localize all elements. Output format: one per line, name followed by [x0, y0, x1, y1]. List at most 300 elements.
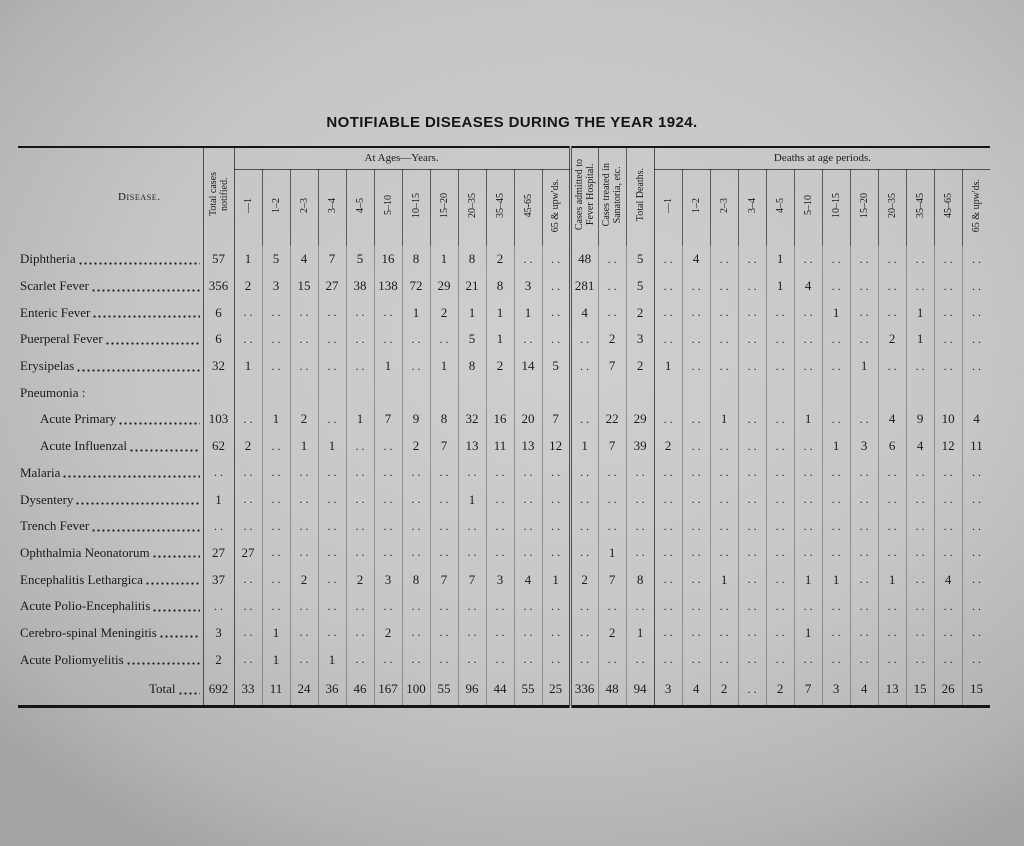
deaths-age-cell: .. — [850, 299, 878, 326]
deaths-age-cell: .. — [766, 433, 794, 460]
header-age-band — [514, 169, 542, 246]
cases-age-cell: .. — [234, 646, 262, 673]
deaths-age-cell: .. — [710, 353, 738, 380]
disease-label — [18, 406, 203, 433]
header-death-band — [878, 169, 906, 246]
deaths-age-cell: 2 — [654, 433, 682, 460]
deaths-age-cell: .. — [710, 273, 738, 300]
cases-age-cell: 7 — [430, 433, 458, 460]
deaths-age-cell: .. — [906, 486, 934, 513]
cases-age-cell: 1 — [486, 299, 514, 326]
header-age-band — [542, 169, 570, 246]
disease-cell — [18, 673, 203, 707]
deaths-age-cell: .. — [962, 566, 990, 593]
cases-age-cell — [262, 379, 290, 406]
cases-age-cell — [318, 379, 346, 406]
deaths-age-cell: 1 — [822, 433, 850, 460]
dot-leader — [105, 342, 200, 345]
cases-age-cell: 1 — [514, 299, 542, 326]
header-death-band — [934, 169, 962, 246]
cases-age-cell: .. — [290, 486, 318, 513]
fever-hospital-cell — [570, 379, 598, 406]
deaths-age-cell: 1 — [766, 246, 794, 273]
deaths-age-cell: .. — [654, 540, 682, 567]
sanatoria-cell: .. — [598, 513, 626, 540]
header-age-band — [290, 169, 318, 246]
cases-age-cell: .. — [346, 353, 374, 380]
deaths-age-cell: 1 — [906, 326, 934, 353]
dot-leader — [92, 315, 199, 318]
header-age-band — [486, 169, 514, 246]
deaths-age-cell: .. — [738, 353, 766, 380]
cases-age-cell: .. — [290, 460, 318, 487]
deaths-age-cell: .. — [934, 513, 962, 540]
deaths-age-cell — [794, 379, 822, 406]
total-deaths-cell: 29 — [626, 406, 654, 433]
cases-age-cell: 2 — [290, 406, 318, 433]
header-death-band — [738, 169, 766, 246]
deaths-age-cell: 1 — [850, 353, 878, 380]
header-age-band — [430, 169, 458, 246]
cases-age-cell: .. — [430, 326, 458, 353]
fever-hospital-cell: .. — [570, 540, 598, 567]
deaths-age-cell: 3 — [850, 433, 878, 460]
cases-age-cell: .. — [346, 620, 374, 647]
dot-leader — [178, 692, 200, 695]
header-sanatoria-line: Sanatoria, etc. — [612, 166, 624, 223]
deaths-age-cell: .. — [822, 326, 850, 353]
cases-age-cell: .. — [430, 460, 458, 487]
deaths-age-cell: .. — [682, 646, 710, 673]
cases-age-cell: .. — [514, 593, 542, 620]
deaths-age-cell: .. — [878, 273, 906, 300]
sanatoria-cell: .. — [598, 486, 626, 513]
total-deaths-cell: 94 — [626, 673, 654, 707]
deaths-age-cell: .. — [766, 566, 794, 593]
sanatoria-cell: .. — [598, 646, 626, 673]
deaths-age-cell: 1 — [822, 299, 850, 326]
deaths-age-cell: .. — [906, 540, 934, 567]
deaths-age-cell: 4 — [682, 246, 710, 273]
deaths-age-cell: .. — [878, 513, 906, 540]
cases-age-cell: .. — [318, 326, 346, 353]
fever-hospital-cell: .. — [570, 646, 598, 673]
cases-age-cell: 2 — [234, 433, 262, 460]
dot-leader — [78, 262, 200, 265]
age-band-label: 5–10 — [382, 195, 394, 216]
fever-hospital-cell: .. — [570, 353, 598, 380]
cases-age-cell: .. — [486, 486, 514, 513]
cases-age-cell: .. — [318, 299, 346, 326]
cases-age-cell: 2 — [290, 566, 318, 593]
deaths-age-cell: .. — [934, 620, 962, 647]
deaths-age-cell: .. — [878, 620, 906, 647]
dot-leader — [91, 529, 199, 532]
cases-age-cell: 7 — [374, 406, 402, 433]
table-row — [18, 353, 990, 380]
cases-age-cell: .. — [374, 513, 402, 540]
disease-cell — [18, 246, 203, 273]
disease-cell — [18, 326, 203, 353]
deaths-age-cell: .. — [766, 460, 794, 487]
deaths-age-cell: 10 — [934, 406, 962, 433]
deaths-age-cell: .. — [766, 620, 794, 647]
deaths-age-cell: 1 — [654, 353, 682, 380]
sanatoria-cell — [598, 379, 626, 406]
deaths-age-cell: .. — [738, 486, 766, 513]
cases-age-cell: 5 — [346, 246, 374, 273]
cases-age-cell: 1 — [318, 646, 346, 673]
cases-age-cell: .. — [346, 646, 374, 673]
cases-age-cell: .. — [374, 646, 402, 673]
disease-name: Trench Fever — [20, 518, 90, 534]
header-fever-hospital — [570, 147, 598, 246]
cases-age-cell: 46 — [346, 673, 374, 707]
age-band-label: 35–45 — [494, 192, 506, 218]
age-band-label: —1 — [242, 197, 254, 213]
deaths-age-cell: 15 — [962, 673, 990, 707]
cases-age-cell: .. — [486, 646, 514, 673]
deaths-age-cell: .. — [766, 299, 794, 326]
cases-age-cell: 55 — [514, 673, 542, 707]
deaths-age-cell: .. — [934, 299, 962, 326]
deaths-age-cell: .. — [766, 593, 794, 620]
disease-cell — [18, 379, 203, 406]
deaths-age-cell: .. — [682, 460, 710, 487]
header-disease-label: Disease. — [118, 191, 161, 203]
cases-age-cell: .. — [374, 593, 402, 620]
disease-name: Scarlet Fever — [20, 278, 89, 294]
cases-age-cell: .. — [458, 513, 486, 540]
cases-age-cell: .. — [346, 540, 374, 567]
deaths-age-cell: .. — [962, 246, 990, 273]
header-total-deaths — [626, 147, 654, 246]
cases-age-cell: .. — [430, 620, 458, 647]
deaths-age-cell: .. — [766, 513, 794, 540]
table-row — [18, 620, 990, 647]
total-deaths-cell: 8 — [626, 566, 654, 593]
deaths-age-cell: .. — [962, 273, 990, 300]
deaths-age-cell: .. — [682, 353, 710, 380]
deaths-age-cell: .. — [654, 566, 682, 593]
deaths-age-cell: .. — [682, 513, 710, 540]
cases-age-cell: .. — [430, 646, 458, 673]
deaths-age-cell: .. — [906, 620, 934, 647]
deaths-age-cell: .. — [682, 486, 710, 513]
total-deaths-cell: .. — [626, 540, 654, 567]
cases-total-cell: 62 — [203, 433, 234, 460]
cases-age-cell: .. — [262, 460, 290, 487]
disease-label — [18, 540, 203, 567]
cases-age-cell: 1 — [262, 646, 290, 673]
fever-hospital-cell: .. — [570, 486, 598, 513]
deaths-age-cell: .. — [878, 460, 906, 487]
cases-age-cell: .. — [458, 593, 486, 620]
disease-cell — [18, 299, 203, 326]
deaths-age-cell: 1 — [710, 566, 738, 593]
cases-age-cell: .. — [402, 646, 430, 673]
cases-age-cell: 33 — [234, 673, 262, 707]
cases-age-cell: 2 — [486, 246, 514, 273]
cases-age-cell: .. — [290, 326, 318, 353]
cases-total-cell: 6 — [203, 299, 234, 326]
total-deaths-cell: .. — [626, 486, 654, 513]
deaths-age-cell: .. — [962, 460, 990, 487]
cases-age-cell: .. — [234, 593, 262, 620]
disease-name: Acute Primary — [40, 411, 117, 427]
deaths-age-cell: .. — [962, 299, 990, 326]
deaths-age-cell: .. — [878, 540, 906, 567]
deaths-age-cell — [710, 379, 738, 406]
header-age-band — [346, 169, 374, 246]
total-deaths-cell: .. — [626, 460, 654, 487]
cases-age-cell: 7 — [318, 246, 346, 273]
disease-label — [18, 353, 203, 380]
deaths-age-cell: 2 — [710, 673, 738, 707]
death-band-label: 10–15 — [830, 192, 842, 218]
deaths-age-cell: .. — [654, 486, 682, 513]
deaths-age-cell: .. — [766, 486, 794, 513]
cases-age-cell: .. — [290, 299, 318, 326]
header-sanatoria-line: Cases treated in — [601, 162, 613, 227]
deaths-age-cell: .. — [934, 460, 962, 487]
cases-age-cell: .. — [318, 353, 346, 380]
header-age-band — [374, 169, 402, 246]
disease-label — [18, 299, 203, 326]
cases-age-cell: .. — [374, 486, 402, 513]
deaths-age-cell: .. — [738, 326, 766, 353]
deaths-age-cell: .. — [878, 246, 906, 273]
cases-age-cell: .. — [486, 460, 514, 487]
table-row — [18, 299, 990, 326]
cases-age-cell: .. — [346, 513, 374, 540]
cases-age-cell: 9 — [402, 406, 430, 433]
cases-age-cell: 27 — [234, 540, 262, 567]
cases-age-cell: .. — [346, 486, 374, 513]
deaths-age-cell: .. — [934, 326, 962, 353]
deaths-age-cell: .. — [906, 460, 934, 487]
cases-age-cell: 2 — [430, 299, 458, 326]
cases-age-cell: 11 — [262, 673, 290, 707]
cases-age-cell — [458, 379, 486, 406]
deaths-age-cell: .. — [794, 326, 822, 353]
deaths-age-cell: 6 — [878, 433, 906, 460]
death-band-label: 35–45 — [914, 192, 926, 218]
cases-age-cell: .. — [458, 646, 486, 673]
cases-age-cell: .. — [374, 540, 402, 567]
cases-age-cell: .. — [318, 406, 346, 433]
sanatoria-cell: 48 — [598, 673, 626, 707]
deaths-age-cell: .. — [822, 620, 850, 647]
cases-age-cell: .. — [542, 593, 570, 620]
fever-hospital-cell: 1 — [570, 433, 598, 460]
cases-age-cell: 3 — [486, 566, 514, 593]
deaths-age-cell: .. — [682, 540, 710, 567]
deaths-age-cell: .. — [766, 646, 794, 673]
cases-age-cell: 1 — [290, 433, 318, 460]
cases-age-cell: 1 — [458, 299, 486, 326]
header-death-band — [850, 169, 878, 246]
deaths-age-cell: 4 — [850, 673, 878, 707]
deaths-age-cell: .. — [738, 246, 766, 273]
deaths-age-cell: .. — [906, 273, 934, 300]
cases-age-cell: 2 — [346, 566, 374, 593]
age-band-label: 1–2 — [270, 197, 282, 213]
header-death-band — [682, 169, 710, 246]
deaths-age-cell: .. — [794, 646, 822, 673]
cases-age-cell: .. — [402, 540, 430, 567]
deaths-age-cell: .. — [654, 620, 682, 647]
cases-age-cell: .. — [318, 593, 346, 620]
cases-age-cell — [430, 379, 458, 406]
cases-age-cell: .. — [486, 620, 514, 647]
age-band-label: 20–35 — [466, 192, 478, 218]
cases-age-cell: 2 — [402, 433, 430, 460]
deaths-age-cell: .. — [850, 620, 878, 647]
cases-total-cell: 3 — [203, 620, 234, 647]
total-deaths-cell: 2 — [626, 299, 654, 326]
deaths-age-cell: .. — [794, 460, 822, 487]
total-deaths-cell: .. — [626, 593, 654, 620]
cases-age-cell: 1 — [430, 353, 458, 380]
header-age-band — [234, 169, 262, 246]
cases-age-cell: 8 — [486, 273, 514, 300]
deaths-age-cell: .. — [654, 593, 682, 620]
deaths-age-cell: .. — [654, 246, 682, 273]
cases-age-cell: 1 — [486, 326, 514, 353]
deaths-age-cell: .. — [794, 593, 822, 620]
deaths-age-cell: .. — [710, 620, 738, 647]
death-band-label: 3–4 — [746, 197, 758, 213]
cases-total-cell: 1 — [203, 486, 234, 513]
total-deaths-cell: 5 — [626, 246, 654, 273]
cases-age-cell: 1 — [458, 486, 486, 513]
dot-leader — [129, 449, 200, 452]
cases-age-cell: .. — [514, 460, 542, 487]
table-row — [18, 433, 990, 460]
cases-age-cell: .. — [346, 460, 374, 487]
total-deaths-cell: 5 — [626, 273, 654, 300]
cases-age-cell: 1 — [430, 246, 458, 273]
cases-age-cell: .. — [458, 460, 486, 487]
age-band-label: 45-65 — [522, 193, 534, 217]
dot-leader — [145, 582, 200, 585]
deaths-age-cell: .. — [766, 406, 794, 433]
deaths-age-cell: .. — [850, 406, 878, 433]
cases-age-cell: .. — [402, 353, 430, 380]
deaths-age-cell: .. — [710, 326, 738, 353]
fever-hospital-cell: .. — [570, 620, 598, 647]
deaths-age-cell: .. — [738, 566, 766, 593]
cases-age-cell: 5 — [458, 326, 486, 353]
disease-name: Dysentery — [20, 491, 74, 507]
deaths-age-cell: 1 — [794, 566, 822, 593]
sanatoria-cell: 2 — [598, 326, 626, 353]
fever-hospital-cell: .. — [570, 406, 598, 433]
deaths-age-cell: .. — [822, 513, 850, 540]
cases-age-cell: .. — [458, 540, 486, 567]
total-row — [18, 673, 990, 707]
disease-label — [18, 460, 203, 487]
cases-age-cell: 11 — [486, 433, 514, 460]
cases-age-cell: .. — [234, 460, 262, 487]
disease-cell — [18, 460, 203, 487]
dot-leader — [62, 475, 199, 478]
deaths-age-cell: .. — [682, 566, 710, 593]
deaths-age-cell — [766, 379, 794, 406]
cases-age-cell: 5 — [542, 353, 570, 380]
deaths-age-cell: .. — [934, 246, 962, 273]
death-band-label: —1 — [662, 197, 674, 213]
deaths-age-cell — [878, 379, 906, 406]
deaths-age-cell: .. — [738, 673, 766, 707]
cases-age-cell: 1 — [402, 299, 430, 326]
deaths-age-cell: .. — [822, 540, 850, 567]
deaths-age-cell: .. — [794, 246, 822, 273]
disease-cell — [18, 620, 203, 647]
cases-age-cell: .. — [374, 326, 402, 353]
cases-age-cell: 8 — [458, 246, 486, 273]
cases-age-cell — [486, 379, 514, 406]
cases-age-cell: .. — [234, 299, 262, 326]
deaths-age-cell: .. — [850, 593, 878, 620]
header-death-band — [710, 169, 738, 246]
table-row — [18, 406, 990, 433]
notifiable-diseases-table — [18, 146, 990, 708]
cases-age-cell: .. — [290, 593, 318, 620]
deaths-age-cell: .. — [794, 433, 822, 460]
cases-age-cell: 8 — [430, 406, 458, 433]
cases-age-cell: 1 — [234, 246, 262, 273]
death-band-label: 4–5 — [774, 197, 786, 213]
deaths-age-cell: .. — [962, 540, 990, 567]
sanatoria-cell: .. — [598, 273, 626, 300]
dot-leader — [126, 662, 200, 665]
disease-cell — [18, 433, 203, 460]
dot-leader — [76, 369, 199, 372]
header-age-band — [402, 169, 430, 246]
header-death-band — [962, 169, 990, 246]
table-row — [18, 593, 990, 620]
cases-age-cell: 1 — [374, 353, 402, 380]
cases-age-cell: .. — [402, 486, 430, 513]
deaths-age-cell — [850, 379, 878, 406]
deaths-age-cell: .. — [906, 646, 934, 673]
cases-age-cell: 7 — [458, 566, 486, 593]
cases-age-cell — [290, 379, 318, 406]
deaths-age-cell: .. — [934, 540, 962, 567]
death-band-label: 2–3 — [718, 197, 730, 213]
deaths-age-cell: .. — [906, 593, 934, 620]
deaths-age-cell: 4 — [878, 406, 906, 433]
deaths-age-cell — [682, 379, 710, 406]
cases-age-cell: 7 — [542, 406, 570, 433]
cases-age-cell: 1 — [234, 353, 262, 380]
cases-age-cell: 2 — [374, 620, 402, 647]
disease-name: Cerebro-spinal Meningitis — [20, 624, 157, 640]
sanatoria-cell: 7 — [598, 353, 626, 380]
deaths-age-cell: .. — [710, 433, 738, 460]
header-sanatoria — [598, 147, 626, 246]
sanatoria-cell: 22 — [598, 406, 626, 433]
deaths-age-cell: 3 — [822, 673, 850, 707]
deaths-age-cell: 4 — [906, 433, 934, 460]
cases-age-cell: .. — [542, 646, 570, 673]
header-age-band — [262, 169, 290, 246]
deaths-age-cell: .. — [654, 513, 682, 540]
header-sanatoria-label — [601, 163, 623, 226]
deaths-age-cell: .. — [654, 299, 682, 326]
